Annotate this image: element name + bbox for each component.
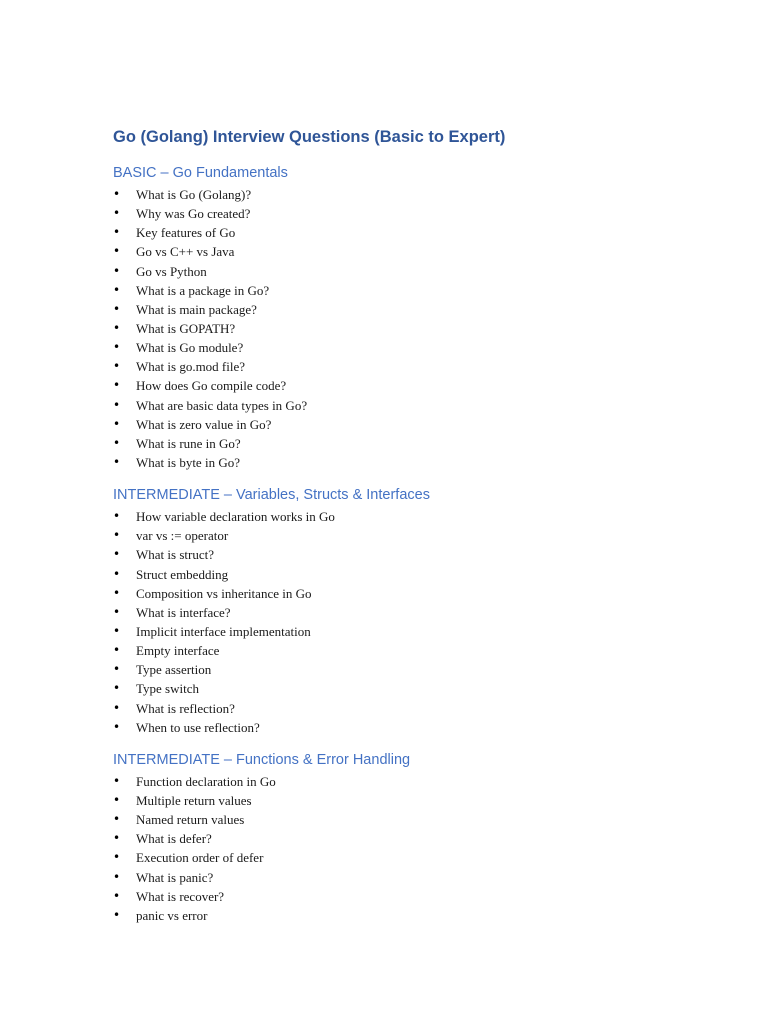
question-list-item	[113, 185, 713, 204]
document-content	[113, 124, 713, 925]
question-list-item	[113, 338, 713, 357]
bullet-icon: •	[113, 566, 121, 581]
bullet-icon: •	[113, 528, 121, 543]
question-text: What is defer?	[136, 831, 212, 847]
question-text: Type switch	[136, 681, 199, 697]
question-text: What is Go module?	[136, 340, 244, 356]
bullet-icon: •	[113, 547, 121, 562]
question-list-item	[113, 622, 713, 641]
bullet-icon: •	[113, 282, 121, 297]
question-list-item	[113, 376, 713, 395]
question-list-item	[113, 526, 713, 545]
question-list-item	[113, 584, 713, 603]
question-text: What is reflection?	[136, 700, 235, 716]
question-list-item	[113, 396, 713, 415]
question-list	[113, 772, 713, 925]
question-list-item	[113, 434, 713, 453]
question-list-item	[113, 772, 713, 791]
question-list-item	[113, 887, 713, 906]
bullet-icon: •	[113, 340, 121, 355]
bullet-icon: •	[113, 719, 121, 734]
question-text: Type assertion	[136, 662, 212, 678]
bullet-icon: •	[113, 773, 121, 788]
bullet-icon: •	[113, 585, 121, 600]
bullet-icon: •	[113, 643, 121, 658]
question-list-item	[113, 357, 713, 376]
question-list-item	[113, 300, 713, 319]
bullet-icon: •	[113, 244, 121, 259]
question-text: Multiple return values	[136, 792, 252, 808]
question-text: panic vs error	[136, 907, 208, 923]
bullet-icon: •	[113, 604, 121, 619]
question-list-item	[113, 868, 713, 887]
question-text: When to use reflection?	[136, 719, 260, 735]
question-text: What is interface?	[136, 604, 231, 620]
question-text: Struct embedding	[136, 566, 229, 582]
question-text: How does Go compile code?	[136, 378, 287, 394]
question-list-item	[113, 453, 713, 472]
question-list-item	[113, 242, 713, 261]
bullet-icon: •	[113, 225, 121, 240]
question-text: What are basic data types in Go?	[136, 397, 308, 413]
question-text: What is panic?	[136, 869, 214, 885]
bullet-icon: •	[113, 435, 121, 450]
question-list-item	[113, 829, 713, 848]
question-list-item	[113, 641, 713, 660]
bullet-icon: •	[113, 907, 121, 922]
bullet-icon: •	[113, 320, 121, 335]
question-list-item	[113, 660, 713, 679]
question-list-item	[113, 204, 713, 223]
question-list-item	[113, 810, 713, 829]
question-list-item	[113, 603, 713, 622]
bullet-icon: •	[113, 416, 121, 431]
question-text: What is Go (Golang)?	[136, 187, 252, 202]
question-list-item	[113, 791, 713, 810]
question-text: How variable declaration works in Go	[136, 509, 335, 525]
question-list-item	[113, 565, 713, 584]
question-text: What is GOPATH?	[136, 320, 236, 336]
question-list	[113, 507, 713, 737]
question-list-item	[113, 545, 713, 564]
bullet-icon: •	[113, 681, 121, 696]
question-text: var vs := operator	[136, 528, 229, 544]
question-text: What is a package in Go?	[136, 282, 270, 298]
question-list	[113, 185, 713, 472]
question-list-item	[113, 281, 713, 300]
question-text: Implicit interface implementation	[136, 623, 311, 639]
question-text: Go vs Python	[136, 263, 207, 279]
question-text: What is main package?	[136, 301, 257, 317]
question-text: Execution order of defer	[136, 850, 264, 866]
section-intermediate-variables-structs-interfaces	[113, 483, 713, 737]
question-list-item	[113, 223, 713, 242]
question-text: What is go.mod file?	[136, 359, 246, 375]
section-intermediate-functions-error-handling	[113, 748, 713, 925]
question-text: What is struct?	[136, 547, 214, 563]
bullet-icon: •	[113, 378, 121, 393]
bullet-icon: •	[113, 888, 121, 903]
bullet-icon: •	[113, 359, 121, 374]
bullet-icon: •	[113, 792, 121, 807]
question-text: Function declaration in Go	[136, 773, 276, 789]
bullet-icon: •	[113, 623, 121, 638]
question-text: Composition vs inheritance in Go	[136, 585, 312, 601]
question-text: Empty interface	[136, 643, 220, 659]
bullet-icon: •	[113, 831, 121, 846]
document-title: Go (Golang) Interview Questions (Basic to Expert)	[113, 128, 506, 146]
question-text: What is rune in Go?	[136, 435, 241, 451]
question-text: What is zero value in Go?	[136, 416, 272, 432]
bullet-icon: •	[113, 662, 121, 677]
question-list-item	[113, 415, 713, 434]
question-list-item	[113, 906, 713, 925]
question-text: What is byte in Go?	[136, 454, 240, 470]
question-list-item	[113, 262, 713, 281]
question-text: Key features of Go	[136, 225, 236, 241]
bullet-icon: •	[113, 509, 121, 524]
question-text: What is recover?	[136, 888, 225, 904]
question-text: Named return values	[136, 812, 245, 828]
bullet-icon: •	[113, 187, 121, 201]
question-text: Go vs C++ vs Java	[136, 244, 235, 260]
question-list-item	[113, 718, 713, 737]
bullet-icon: •	[113, 206, 121, 221]
section-basic-fundamentals	[113, 161, 713, 472]
bullet-icon: •	[113, 812, 121, 827]
bullet-icon: •	[113, 700, 121, 715]
question-list-item	[113, 507, 713, 526]
question-list-item	[113, 848, 713, 867]
bullet-icon: •	[113, 301, 121, 316]
bullet-icon: •	[113, 869, 121, 884]
section-heading: INTERMEDIATE – Variables, Structs & Interfaces	[113, 487, 430, 504]
bullet-icon: •	[113, 850, 121, 865]
question-list-item	[113, 319, 713, 338]
section-heading: INTERMEDIATE – Functions & Error Handling	[113, 751, 411, 768]
section-heading: BASIC – Go Fundamentals	[113, 165, 288, 181]
question-list-item	[113, 679, 713, 698]
question-text: Why was Go created?	[136, 206, 251, 222]
bullet-icon: •	[113, 397, 121, 412]
bullet-icon: •	[113, 454, 121, 469]
bullet-icon: •	[113, 263, 121, 278]
question-list-item	[113, 699, 713, 718]
